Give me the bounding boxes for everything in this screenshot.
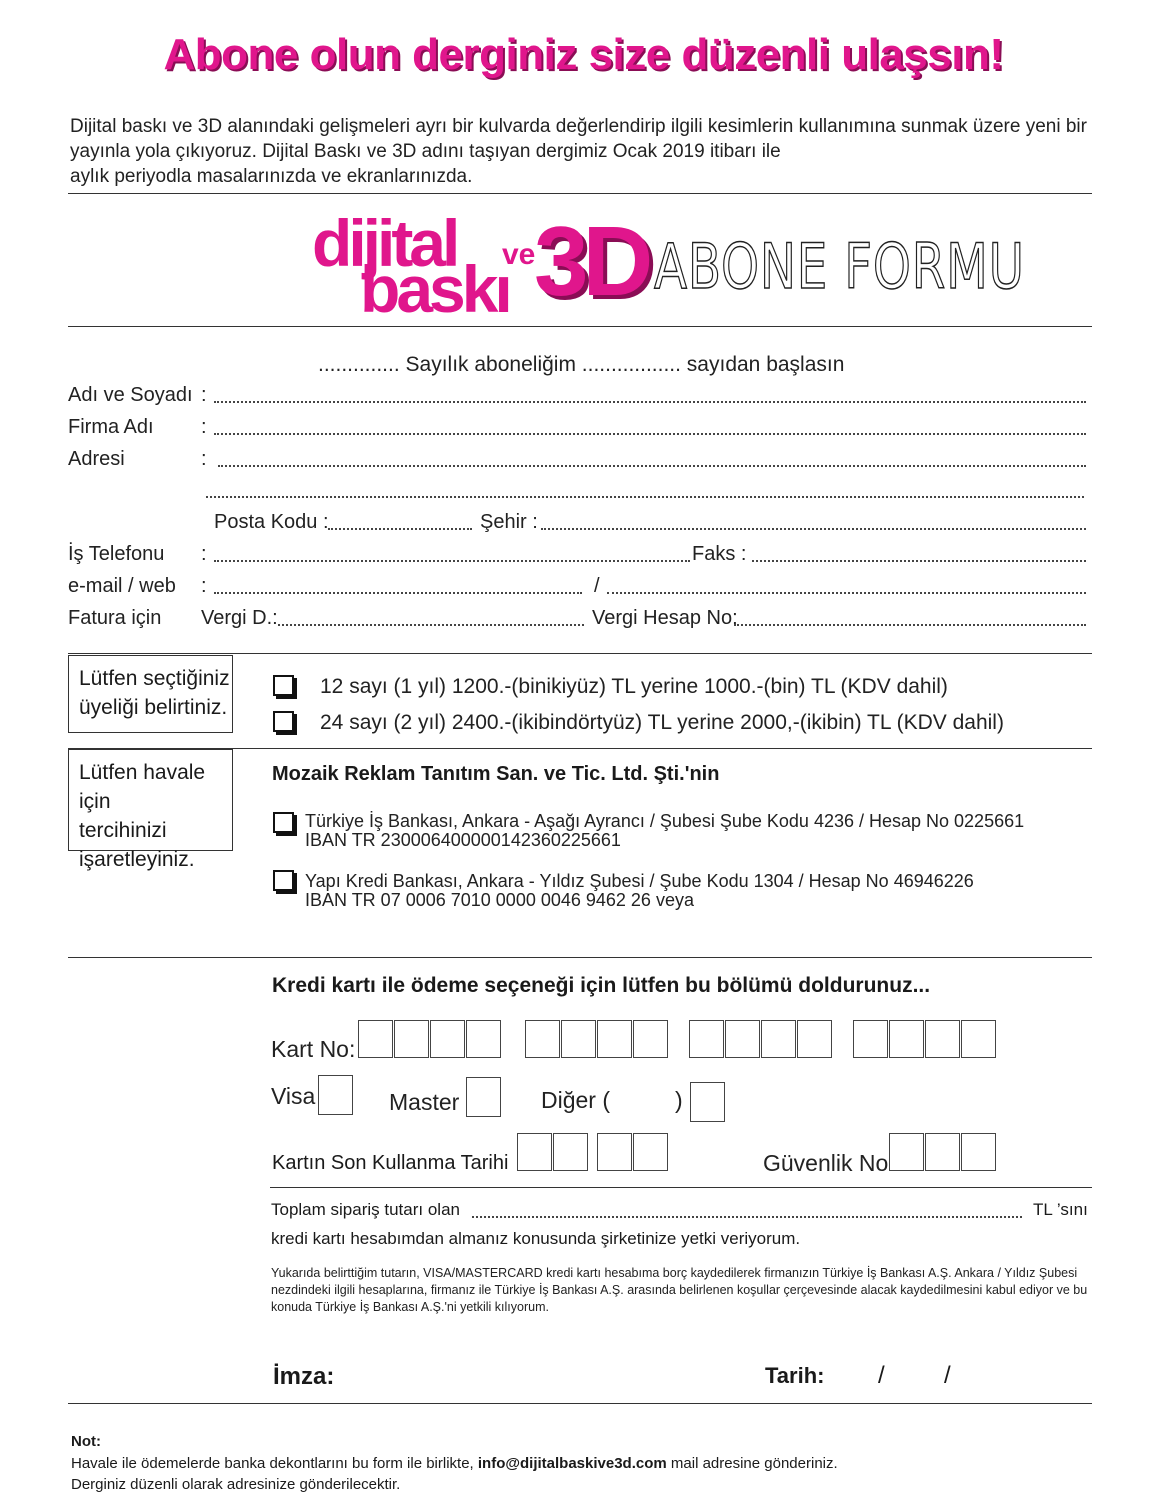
membership-label-line: üyeliği belirtiniz. bbox=[79, 696, 228, 719]
card-number-label: Kart No: bbox=[271, 1036, 356, 1062]
note-title: Not: bbox=[71, 1433, 101, 1450]
card-digit-cell[interactable] bbox=[925, 1020, 960, 1058]
subscription-text: Sayılık aboneliğim bbox=[399, 353, 582, 376]
security-digit-cell[interactable] bbox=[889, 1133, 924, 1171]
form-title: ABONE FORMU bbox=[654, 230, 1025, 303]
subscription-count-blank[interactable]: .............. bbox=[318, 353, 400, 376]
security-digit-cell[interactable] bbox=[925, 1133, 960, 1171]
total-label: Toplam sipariş tutarı olan bbox=[271, 1200, 460, 1219]
name-label: Adı ve Soyadı bbox=[68, 384, 193, 406]
visa-checkbox[interactable] bbox=[318, 1075, 353, 1115]
subscription-line bbox=[318, 353, 844, 377]
card-digit-cell[interactable] bbox=[761, 1020, 796, 1058]
transfer-label-line: tercihinizi bbox=[79, 819, 167, 842]
tax-number-label: Vergi Hesap No: bbox=[592, 607, 738, 629]
address-field-line-2[interactable] bbox=[206, 496, 1084, 498]
note-line-1 bbox=[71, 1455, 838, 1472]
divider bbox=[68, 957, 1092, 958]
date-label: Tarih: bbox=[765, 1363, 825, 1388]
visa-label: Visa bbox=[271, 1083, 316, 1109]
fax-label: Faks : bbox=[692, 543, 747, 565]
bank-iban: IBAN TR 230006400000142360225661 bbox=[305, 830, 621, 850]
bank-checkbox-yapikredi[interactable] bbox=[273, 870, 294, 891]
card-digit-cell[interactable] bbox=[853, 1020, 888, 1058]
card-digit-cell[interactable] bbox=[561, 1020, 596, 1058]
membership-label-box bbox=[68, 655, 233, 733]
transfer-label-box bbox=[68, 749, 233, 871]
bank-iban: IBAN TR 07 0006 7010 0000 0046 9462 26 veya bbox=[305, 890, 694, 910]
start-issue-blank[interactable]: ................. bbox=[581, 353, 681, 376]
membership-checkbox-2-year[interactable] bbox=[273, 711, 294, 732]
other-close: ) bbox=[675, 1087, 683, 1113]
fine-print-line: konuda Türkiye İş Bankası A.Ş.'ni yetkili kılıyorum. bbox=[271, 1300, 549, 1314]
date-separator: / bbox=[944, 1362, 951, 1389]
card-digit-cell[interactable] bbox=[430, 1020, 465, 1058]
card-digit-cell[interactable] bbox=[525, 1020, 560, 1058]
security-number-label: Güvenlik No bbox=[763, 1150, 889, 1176]
total-amount-field[interactable] bbox=[472, 1216, 1022, 1218]
expiry-label: Kartın Son Kullanma Tarihi bbox=[272, 1152, 509, 1174]
card-digit-cell[interactable] bbox=[797, 1020, 832, 1058]
fine-print-line: nezdindeki ilgili hesaplarına, firmanız ile Türkiye İş Bankası A.Ş. arasında belirlenen koşullar çerçevesinde alacak kaydedilmesini kabul ediyor ve bu bbox=[271, 1283, 1088, 1297]
address-field-line-1[interactable] bbox=[218, 465, 1086, 467]
address-label: Adresi bbox=[68, 448, 125, 470]
transfer-company: Mozaik Reklam Tanıtım San. ve Tic. Ltd. Şti.'nin bbox=[272, 763, 720, 785]
note-text: Havale ile ödemelerde banka dekontlarını bu form ile birlikte, bbox=[71, 1455, 478, 1472]
card-digit-cell[interactable] bbox=[394, 1020, 429, 1058]
fine-print-line: Yukarıda belirttiğim tutarın, VISA/MASTERCARD kredi kartı hesabıma borç kaydedilerek firmanızın Türkiye İş Bankası A.Ş. Ankara / Yıldız Şubesi bbox=[271, 1266, 1078, 1280]
transfer-label-line: Lütfen havale için bbox=[79, 761, 206, 813]
date-separator: / bbox=[878, 1362, 885, 1389]
divider bbox=[68, 1403, 1092, 1404]
membership-option-1-year: 12 sayı (1 yıl) 1200.-(binikiyüz) TL yerine 1000.-(bin) TL (KDV dahil) bbox=[320, 675, 948, 698]
fax-field[interactable] bbox=[752, 560, 1086, 562]
credit-card-heading: Kredi kartı ile ödeme seçeneği için lütfen bu bölümü doldurunuz... bbox=[272, 974, 931, 997]
bank-option-isbank bbox=[305, 812, 1024, 850]
divider bbox=[270, 1187, 1092, 1188]
total-currency-label: TL ’sını bbox=[1033, 1200, 1088, 1219]
colon: : bbox=[201, 575, 207, 597]
expiry-digit-cell[interactable] bbox=[517, 1133, 552, 1171]
company-label: Firma Adı bbox=[68, 416, 154, 438]
card-digit-cell[interactable] bbox=[358, 1020, 393, 1058]
authorization-text: kredi kartı hesabımdan almanız konusunda şirketinize yetki veriyorum. bbox=[271, 1229, 801, 1248]
logo-word-baski: baskı bbox=[360, 252, 509, 326]
intro-paragraph bbox=[70, 114, 1087, 189]
fine-print bbox=[271, 1265, 1087, 1316]
postal-code-label: Posta Kodu : bbox=[214, 511, 329, 533]
bank-details: Türkiye İş Bankası, Ankara - Aşağı Ayrancı / Şubesi Şube Kodu 4236 / Hesap No 0225661 bbox=[305, 811, 1025, 831]
colon: : bbox=[201, 543, 207, 565]
signature-field[interactable] bbox=[360, 1360, 740, 1396]
card-digit-cell[interactable] bbox=[961, 1020, 996, 1058]
headline: Abone olun derginiz size düzenli ulaşsın! bbox=[163, 30, 1004, 79]
master-label: Master bbox=[389, 1089, 460, 1115]
bank-details: Yapı Kredi Bankası, Ankara - Yıldız Şubesi / Şube Kodu 1304 / Hesap No 46946226 bbox=[305, 871, 974, 891]
signature-label: İmza: bbox=[273, 1363, 335, 1390]
card-digit-cell[interactable] bbox=[597, 1020, 632, 1058]
company-field[interactable] bbox=[214, 433, 1086, 435]
note-text: mail adresine gönderiniz. bbox=[666, 1455, 838, 1472]
expiry-digit-cell[interactable] bbox=[553, 1133, 588, 1171]
contact-email-link[interactable]: info@dijitalbaskive3d.com bbox=[477, 1455, 667, 1472]
email-field[interactable] bbox=[214, 592, 582, 594]
card-digit-cell[interactable] bbox=[889, 1020, 924, 1058]
slash: / bbox=[594, 575, 600, 597]
logo-3d: 3D bbox=[534, 206, 648, 316]
logo-word-dijital: dijital bbox=[312, 206, 457, 280]
invoice-label: Fatura için bbox=[68, 607, 162, 629]
phone-field[interactable] bbox=[214, 560, 690, 562]
other-checkbox[interactable] bbox=[690, 1082, 725, 1122]
city-field[interactable] bbox=[541, 528, 1086, 530]
intro-line: Dijital baskı ve 3D alanındaki gelişmeleri ayrı bir kulvarda değerlendirip ilgili kesimlerin kullanımına sunmak üzere yeni bir bbox=[70, 116, 1087, 137]
web-field[interactable] bbox=[607, 592, 1086, 594]
expiry-digit-cell[interactable] bbox=[633, 1133, 668, 1171]
membership-label-line: Lütfen seçtiğiniz bbox=[79, 667, 230, 690]
colon: : bbox=[201, 416, 207, 438]
transfer-label-line: işaretleyiniz. bbox=[79, 848, 195, 871]
divider bbox=[68, 326, 1092, 327]
divider bbox=[68, 653, 1092, 654]
magazine-logo bbox=[312, 204, 648, 326]
membership-checkbox-1-year[interactable] bbox=[273, 675, 294, 696]
logo-word-ve: ve bbox=[502, 238, 536, 271]
colon: : bbox=[201, 384, 207, 406]
subscription-suffix: sayıdan başlasın bbox=[680, 353, 845, 376]
card-digit-cell[interactable] bbox=[689, 1020, 724, 1058]
colon: : bbox=[201, 448, 207, 470]
name-field[interactable] bbox=[214, 401, 1086, 403]
bank-option-yapikredi bbox=[305, 872, 974, 910]
postal-code-field[interactable] bbox=[328, 528, 472, 530]
expiry-digit-cell[interactable] bbox=[597, 1133, 632, 1171]
divider bbox=[68, 193, 1092, 194]
intro-line: yayınla yola çıkıyoruz. Dijital Baskı ve 3D adını taşıyan dergimiz Ocak 2019 itibarı ile bbox=[70, 141, 781, 162]
master-checkbox[interactable] bbox=[466, 1077, 501, 1117]
city-label: Şehir : bbox=[480, 511, 538, 533]
card-digit-cell[interactable] bbox=[633, 1020, 668, 1058]
bank-checkbox-isbank[interactable] bbox=[273, 812, 294, 833]
tax-number-field[interactable] bbox=[734, 624, 1086, 626]
card-digit-cell[interactable] bbox=[725, 1020, 760, 1058]
intro-line: aylık periyodla masalarınızda ve ekranlarınızda. bbox=[70, 166, 473, 187]
tax-office-label: Vergi D.: bbox=[201, 607, 278, 629]
other-label: Diğer ( bbox=[541, 1087, 611, 1113]
membership-option-2-year: 24 sayı (2 yıl) 2400.-(ikibindörtyüz) TL yerine 2000,-(ikibin) TL (KDV dahil) bbox=[320, 711, 1004, 734]
tax-office-field[interactable] bbox=[278, 624, 584, 626]
phone-label: İş Telefonu bbox=[68, 543, 165, 565]
security-digit-cell[interactable] bbox=[961, 1133, 996, 1171]
note-line-2: Derginiz düzenli olarak adresinize gönderilecektir. bbox=[71, 1476, 401, 1493]
card-digit-cell[interactable] bbox=[466, 1020, 501, 1058]
email-label: e-mail / web bbox=[68, 575, 176, 597]
